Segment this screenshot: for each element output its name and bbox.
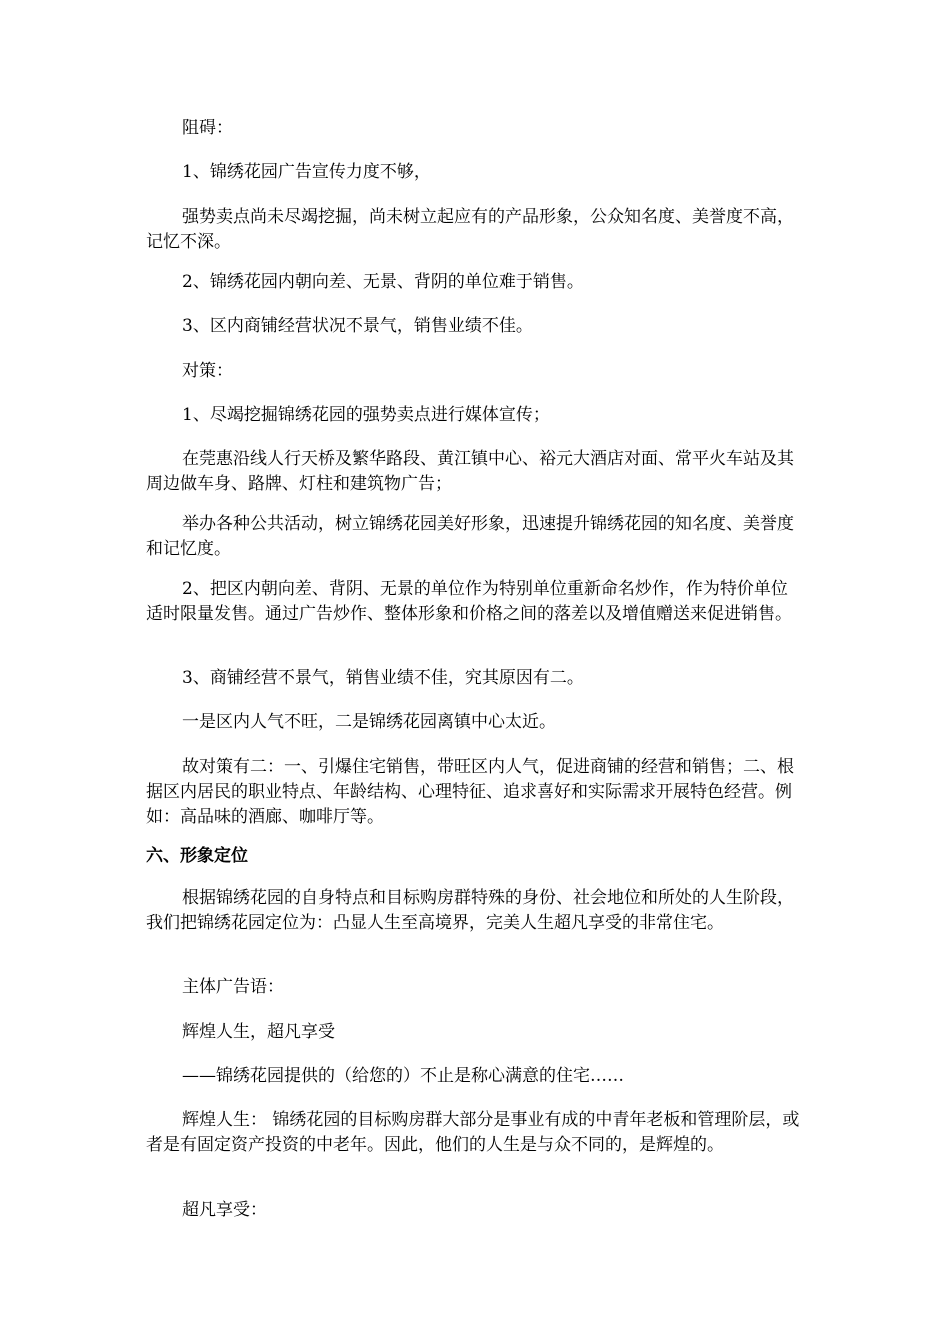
paragraph-countermeasures-two: 故对策有二：一、引爆住宅销售，带旺区内人气，促进商铺的经营和销售；二、根据区内居民的职业特点、年龄结构、心理特征、追求喜好和实际需求开展特色经营。例如：高品味的酒廊、咖啡厅等。: [146, 757, 794, 827]
paragraph-obstacle-2: 2、锦绣花园内朝向差、无景、背阴的单位难于销售。: [182, 272, 584, 292]
paragraph-main-slogan-label: 主体广告语：: [182, 977, 284, 997]
paragraph-countermeasure-1: 1、尽竭挖掘锦绣花园的强势卖点进行媒体宣传；: [182, 405, 550, 425]
paragraph-reasons: 一是区内人气不旺，二是锦绣花园离镇中心太近。: [182, 712, 556, 732]
paragraph-countermeasure-1-events: 举办各种公共活动，树立锦绣花园美好形象，迅速提升锦绣花园的知名度、美誉度和记忆度。: [146, 514, 794, 559]
paragraph-extraordinary-enjoyment: 超凡享受：: [182, 1200, 267, 1220]
paragraph-obstacle-3: 3、区内商铺经营状况不景气，销售业绩不佳。: [182, 316, 533, 336]
paragraph-countermeasure-2: 2、把区内朝向差、背阴、无景的单位作为特别单位重新命名炒作，作为特价单位适时限量发售。通过广告炒作、整体形象和价格之间的落差以及增值赠送来促进销售。: [146, 579, 792, 624]
paragraph-countermeasure-3: 3、商铺经营不景气，销售业绩不佳，究其原因有二。: [182, 668, 584, 688]
paragraph-obstacle-1: 1、锦绣花园广告宣传力度不够，: [182, 162, 431, 182]
paragraph-countermeasure-1-media: 在莞惠沿线人行天桥及繁华路段、黄江镇中心、裕元大酒店对面、常平火车站及其周边做车身、路牌、灯柱和建筑物广告；: [146, 449, 794, 494]
paragraph-slogan-subline: ——锦绣花园提供的（给您的）不止是称心满意的住宅……: [182, 1066, 624, 1086]
paragraph-brilliant-life: 辉煌人生： 锦绣花园的目标购房群大部分是事业有成的中青年老板和管理阶层，或者是有固定资产投资的中老年。因此，他们的人生是与众不同的，是辉煌的。: [146, 1110, 800, 1155]
paragraph-slogan: 辉煌人生，超凡享受: [182, 1022, 335, 1042]
paragraph-obstacle-1-detail: 强势卖点尚未尽竭挖掘，尚未树立起应有的产品形象，公众知名度、美誉度不高，记忆不深。: [146, 207, 794, 252]
section-heading-image-positioning: 六、形象定位: [146, 846, 248, 866]
paragraph-obstacles-label: 阻碍：: [182, 118, 233, 138]
paragraph-positioning: 根据锦绣花园的自身特点和目标购房群特殊的身份、社会地位和所处的人生阶段，我们把锦绣花园定位为：凸显人生至高境界，完美人生超凡享受的非常住宅。: [146, 888, 794, 933]
paragraph-countermeasures-label: 对策：: [182, 361, 233, 381]
